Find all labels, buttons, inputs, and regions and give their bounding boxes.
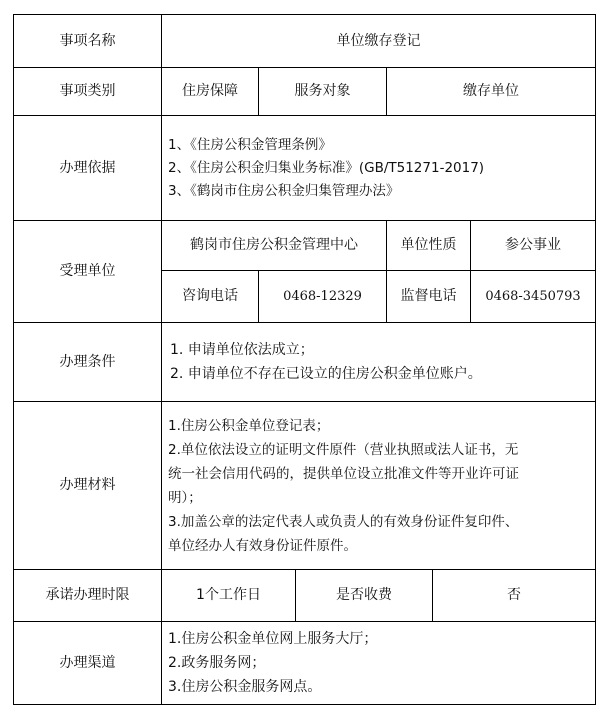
item-name-value: 单位缴存登记 (336, 32, 421, 49)
item-name-label: 事项名称 (59, 32, 116, 49)
basis-list (162, 116, 595, 220)
consult-phone-value: 0468-12329 (283, 288, 362, 304)
fee-label: 是否收费 (336, 587, 392, 604)
dept-name: 鹤岗市住房公积金管理中心 (190, 237, 358, 254)
item-type-value: 住房保障 (182, 83, 238, 100)
dept-label: 受理单位 (59, 263, 116, 280)
channel-item: 3.住房公积金服务网点。 (168, 679, 322, 695)
channel-item: 2.政务服务网； (168, 655, 266, 671)
basis-item: 1、《住房公积金管理条例》 (168, 136, 332, 153)
time-limit-label: 承诺办理时限 (45, 587, 130, 604)
condition-item: 1. 申请单位依法成立； (170, 342, 314, 358)
channel-item: 1.住房公积金单位网上服务大厅； (168, 631, 378, 647)
condition-item: 2. 申请单位不存在已设立的住房公积金单位账户。 (170, 366, 482, 382)
supervise-phone-value: 0468-3450793 (485, 288, 581, 304)
material-item: 统一社会信用代码的，提供单位设立批准文件等开业许可证 (168, 465, 519, 482)
service-target-label: 服务对象 (294, 83, 351, 100)
material-item: 2.单位依法设立的证明文件原件（营业执照或法人证书，无 (168, 441, 519, 458)
material-item: 明）； (168, 489, 202, 506)
basis-item: 3、《鹤岗市住房公积金归集管理办法》 (168, 182, 400, 199)
supervise-phone-label: 监督电话 (400, 288, 457, 305)
time-limit-value: 1个工作日 (196, 587, 261, 604)
fee-value: 否 (507, 587, 521, 604)
material-item: 单位经办人有效身份证件原件。 (168, 537, 357, 554)
conditions-list (162, 323, 595, 401)
dept-nature-value: 参公事业 (505, 237, 561, 254)
materials-label: 办理材料 (59, 477, 116, 494)
conditions-label: 办理条件 (59, 353, 116, 370)
channels-label: 办理渠道 (59, 654, 116, 671)
dept-nature-label: 单位性质 (400, 237, 457, 254)
consult-phone-label: 咨询电话 (182, 288, 238, 305)
basis-label: 办理依据 (59, 159, 116, 176)
channels-list (162, 622, 595, 704)
materials-list (162, 402, 595, 569)
service-target-value: 缴存单位 (463, 83, 519, 100)
item-type-label: 事项类别 (59, 83, 116, 100)
material-item: 1.住房公积金单位登记表； (168, 417, 330, 434)
material-item: 3.加盖公章的法定代表人或负责人的有效身份证件复印件、 (168, 513, 519, 530)
basis-item: 2、《住房公积金归集业务标准》(GB/T51271-2017) (168, 159, 485, 176)
